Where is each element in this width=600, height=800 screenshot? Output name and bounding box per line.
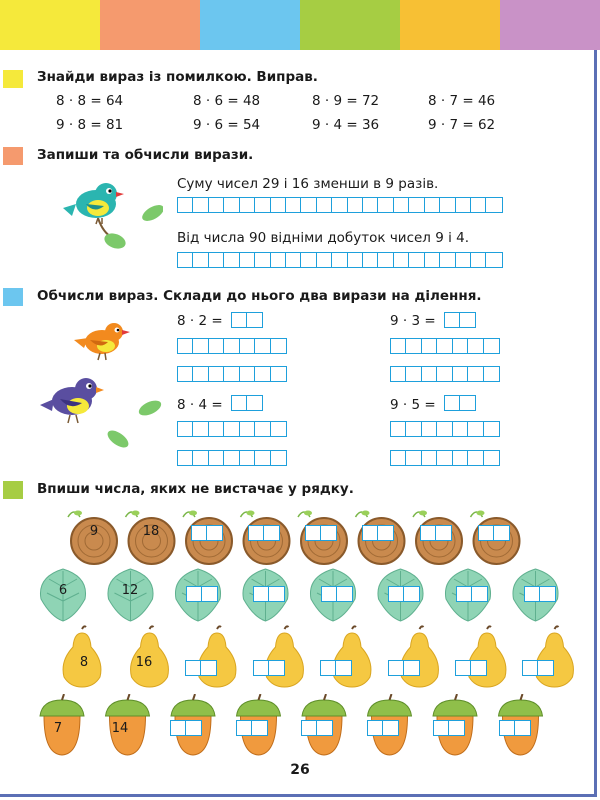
leaf-number: 12 [121, 583, 139, 598]
leaf-answer-box[interactable] [524, 586, 556, 602]
acorn-number: 14 [111, 721, 129, 736]
bar-yellow [0, 0, 100, 50]
task2-answer-grid[interactable] [177, 197, 503, 213]
leaf-answer-box[interactable] [321, 586, 353, 602]
leaf-answer-box[interactable] [388, 586, 420, 602]
leaf-answer-box[interactable] [186, 586, 218, 602]
task3-division-grid[interactable] [390, 366, 500, 382]
page-number: 26 [290, 762, 310, 778]
bar-blue [200, 0, 300, 50]
task1-expr[interactable]: 9 · 7 = 62 [428, 117, 496, 133]
pear-shape [536, 626, 574, 687]
pear-shape [333, 626, 371, 687]
task3-marker [3, 288, 23, 306]
task4-marker [3, 481, 23, 499]
log-answer-box[interactable] [191, 525, 223, 541]
log-answer-box[interactable] [420, 525, 452, 541]
task1-heading: Знайди вираз із помилкою. Виправ. [37, 69, 318, 85]
pear-shape [266, 626, 304, 687]
leaf-number: 6 [58, 583, 68, 598]
task1-expr[interactable]: 8 · 7 = 46 [428, 93, 496, 109]
pear-shape [401, 626, 439, 687]
task1-expr[interactable]: 9 · 6 = 54 [193, 117, 261, 133]
pear-answer-box[interactable] [320, 660, 352, 676]
orange-bird-illustration [70, 318, 135, 363]
task2-marker [3, 147, 23, 165]
bar-gold [400, 0, 500, 50]
log-answer-box[interactable] [248, 525, 280, 541]
bar-green [300, 0, 400, 50]
task3-division-grid[interactable] [177, 421, 287, 437]
task3-division-grid[interactable] [390, 421, 500, 437]
task3-expr: 9 · 3 = [390, 313, 436, 329]
log-row-illustration [50, 503, 550, 565]
task3-expr: 8 · 2 = [177, 313, 223, 329]
pear-shape [468, 626, 506, 687]
task3-answer-box[interactable] [444, 312, 476, 328]
acorn-answer-box[interactable] [367, 720, 399, 736]
task3-answer-box[interactable] [444, 395, 476, 411]
task1-expr[interactable]: 9 · 4 = 36 [312, 117, 380, 133]
task3-heading: Обчисли вираз. Склади до нього два вирази на ділення. [37, 288, 482, 304]
pear-answer-box[interactable] [522, 660, 554, 676]
bird-illustration [58, 178, 163, 253]
log-answer-box[interactable] [478, 525, 510, 541]
acorn-number: 7 [53, 721, 63, 736]
leaf-answer-box[interactable] [456, 586, 488, 602]
task1-marker [3, 70, 23, 88]
task3-division-grid[interactable] [177, 450, 287, 466]
log-answer-box[interactable] [305, 525, 337, 541]
bar-purple [500, 0, 600, 50]
task3-answer-box[interactable] [231, 312, 263, 328]
task3-answer-box[interactable] [231, 395, 263, 411]
task1-expr[interactable]: 9 · 8 = 81 [56, 117, 124, 133]
task2-line2: Від числа 90 відніми добуток чисел 9 і 4. [177, 230, 470, 246]
log-number: 18 [142, 524, 160, 539]
log-answer-box[interactable] [362, 525, 394, 541]
top-color-bar [0, 0, 600, 50]
task4-heading: Впиши числа, яких не вистачає у рядку. [37, 481, 354, 497]
task2-answer-grid[interactable] [177, 252, 503, 268]
pear-answer-box[interactable] [388, 660, 420, 676]
task1-expr[interactable]: 8 · 8 = 64 [56, 93, 124, 109]
acorn-answer-box[interactable] [170, 720, 202, 736]
leaf-answer-box[interactable] [253, 586, 285, 602]
task2-heading: Запиши та обчисли вирази. [37, 147, 254, 163]
task3-division-grid[interactable] [390, 338, 500, 354]
pear-number: 16 [135, 655, 153, 670]
acorn-answer-box[interactable] [433, 720, 465, 736]
pear-answer-box[interactable] [185, 660, 217, 676]
acorn-answer-box[interactable] [301, 720, 333, 736]
task3-expr: 9 · 5 = [390, 397, 436, 413]
acorn-answer-box[interactable] [499, 720, 531, 736]
pear-answer-box[interactable] [253, 660, 285, 676]
task3-division-grid[interactable] [177, 338, 287, 354]
purple-bird-illustration [38, 375, 168, 453]
task1-expr[interactable]: 8 · 6 = 48 [193, 93, 261, 109]
log-number: 9 [89, 524, 99, 539]
pear-number: 8 [79, 655, 89, 670]
task1-expr[interactable]: 8 · 9 = 72 [312, 93, 380, 109]
task2-line1: Суму чисел 29 і 16 зменши в 9 разів. [177, 176, 439, 192]
acorn-answer-box[interactable] [236, 720, 268, 736]
task3-expr: 8 · 4 = [177, 397, 223, 413]
task3-division-grid[interactable] [177, 366, 287, 382]
bar-orange [100, 0, 200, 50]
pear-answer-box[interactable] [455, 660, 487, 676]
task3-division-grid[interactable] [390, 450, 500, 466]
pear-shape [198, 626, 236, 687]
